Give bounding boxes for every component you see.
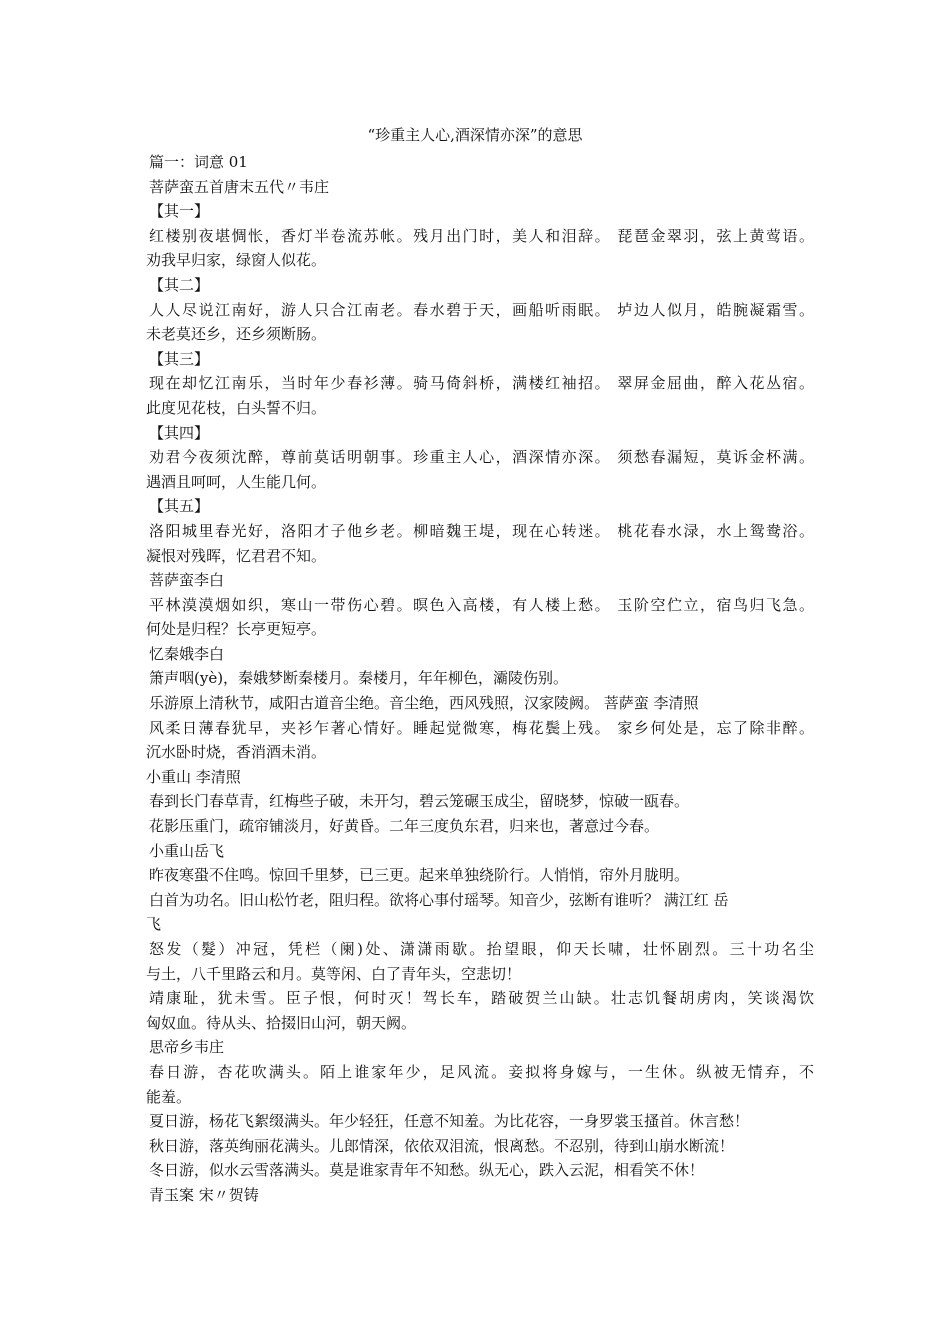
text-line: 沉水卧时烧，香消酒未消。	[146, 743, 327, 762]
text-line: 平林漠漠烟如织，寒山一带伤心碧。暝色入高楼，有人楼上愁。 玉阶空伫立，宿鸟归飞急。	[149, 595, 814, 614]
text-line: 【其二】	[149, 275, 210, 294]
text-line: 【其五】	[149, 497, 210, 516]
text-line: 青玉案 宋〃贺铸	[149, 1185, 259, 1204]
text-line: 【其四】	[149, 423, 210, 442]
text-line: 昨夜寒蛩不住鸣。惊回千里梦，已三更。起来单独绕阶行。人悄悄，帘外月胧明。	[149, 866, 690, 885]
text-line: 小重山岳飞	[149, 841, 225, 860]
text-line: 冬日游，似水云雪落满头。莫是谁家青年不知愁。纵无心，跌入云泥，相看笑不休！	[149, 1161, 705, 1180]
text-line: 劝君今夜须沈醉，尊前莫话明朝事。珍重主人心，酒深情亦深。 须愁春漏短，莫诉金杯满。	[149, 448, 814, 467]
text-line: 凝恨对残晖，忆君君不知。	[146, 546, 327, 565]
text-line: 春到长门春草青，红梅些子破，未开匀，碧云笼碾玉成尘，留晓梦，惊破一瓯春。	[149, 792, 690, 811]
text-line: 【其一】	[149, 202, 210, 221]
text-line: 匈奴血。待从头、拾掇旧山河，朝天阙。	[146, 1013, 417, 1032]
document-body	[146, 150, 814, 1208]
text-line: 乐游原上清秋节，咸阳古道音尘绝。音尘绝，西风残照，汉家陵阙。 菩萨蛮 李清照	[149, 694, 699, 713]
text-line: 思帝乡韦庄	[149, 1038, 225, 1057]
text-line: 菩萨蛮李白	[149, 571, 225, 590]
text-line: 夏日游，杨花飞絮缀满头。年少轻狂，任意不知羞。为比花容，一身罗裳玉搔首。休言愁！	[149, 1112, 750, 1131]
text-line: 风柔日薄春犹早，夹衫乍著心情好。睡起觉微寒，梅花鬓上残。 家乡何处是，忘了除非醉。	[149, 718, 814, 737]
text-line: 与土，八千里路云和月。莫等闲、白了青年头，空悲切！	[146, 964, 522, 983]
text-line: 篇一：词意 01	[149, 153, 248, 171]
text-line: 小重山 李清照	[146, 767, 241, 786]
text-line: 【其三】	[149, 349, 210, 368]
text-line: 能羞。	[146, 1087, 192, 1106]
text-line: 春日游，杏花吹满头。陌上谁家年少，足风流。妾拟将身嫁与，一生休。纵被无情弃，不	[149, 1062, 814, 1081]
text-line: 白首为功名。旧山松竹老，阻归程。欲将心事付瑶琴。知音少，弦断有谁听？ 满江红 岳	[149, 890, 729, 909]
text-line: 怒发（髮）冲冠，凭栏（阑)处、潇潇雨歇。抬望眼，仰天长啸，壮怀剧烈。三十功名尘	[149, 940, 814, 958]
text-line: 红楼别夜堪惆怅，香灯半卷流苏帐。残月出门时，美人和泪辞。 琵琶金翠羽，弦上黄莺语。	[149, 226, 814, 245]
text-line: 秋日游，落英绚丽花满头。儿郎情深，依依双泪流，恨离愁。不忍别，待到山崩水断流！	[149, 1136, 735, 1155]
text-line: 未老莫还乡，还乡须断肠。	[146, 325, 327, 344]
text-line: 花影压重门，疏帘铺淡月，好黄昏。二年三度负东君，归来也，著意过今春。	[149, 817, 660, 836]
text-line: 劝我早归家，绿窗人似花。	[146, 251, 327, 270]
text-line: 此度见花枝，白头誓不归。	[146, 398, 327, 417]
text-line: 洛阳城里春光好，洛阳才子他乡老。柳暗魏王堤，现在心转迷。 桃花春水渌，水上鸳鸯浴。	[149, 521, 814, 540]
text-line: 何处是归程？长亭更短亭。	[146, 620, 327, 639]
text-line: 飞	[146, 915, 162, 934]
text-line: 现在却忆江南乐，当时年少春衫薄。骑马倚斜桥，满楼红袖招。 翠屏金屈曲，醉入花丛宿。	[149, 374, 814, 393]
text-line: 箫声咽(yè)，秦娥梦断秦楼月。秦楼月，年年柳色，灞陵伤别。	[149, 669, 569, 688]
text-line: 遇酒且呵呵，人生能几何。	[146, 472, 327, 491]
text-line: 忆秦娥李白	[149, 644, 225, 663]
document-title: “珍重主人心,酒深情亦深”的意思	[367, 126, 583, 144]
text-line: 靖康耻，犹未雪。臣子恨，何时灭！驾长车，踏破贺兰山缺。壮志饥餐胡虏肉，笑谈渴饮	[149, 989, 814, 1008]
text-line: 人人尽说江南好，游人只合江南老。春水碧于天，画船听雨眠。 垆边人似月，皓腕凝霜雪。	[149, 300, 814, 319]
text-line: 菩萨蛮五首唐末五代〃韦庄	[149, 177, 330, 196]
